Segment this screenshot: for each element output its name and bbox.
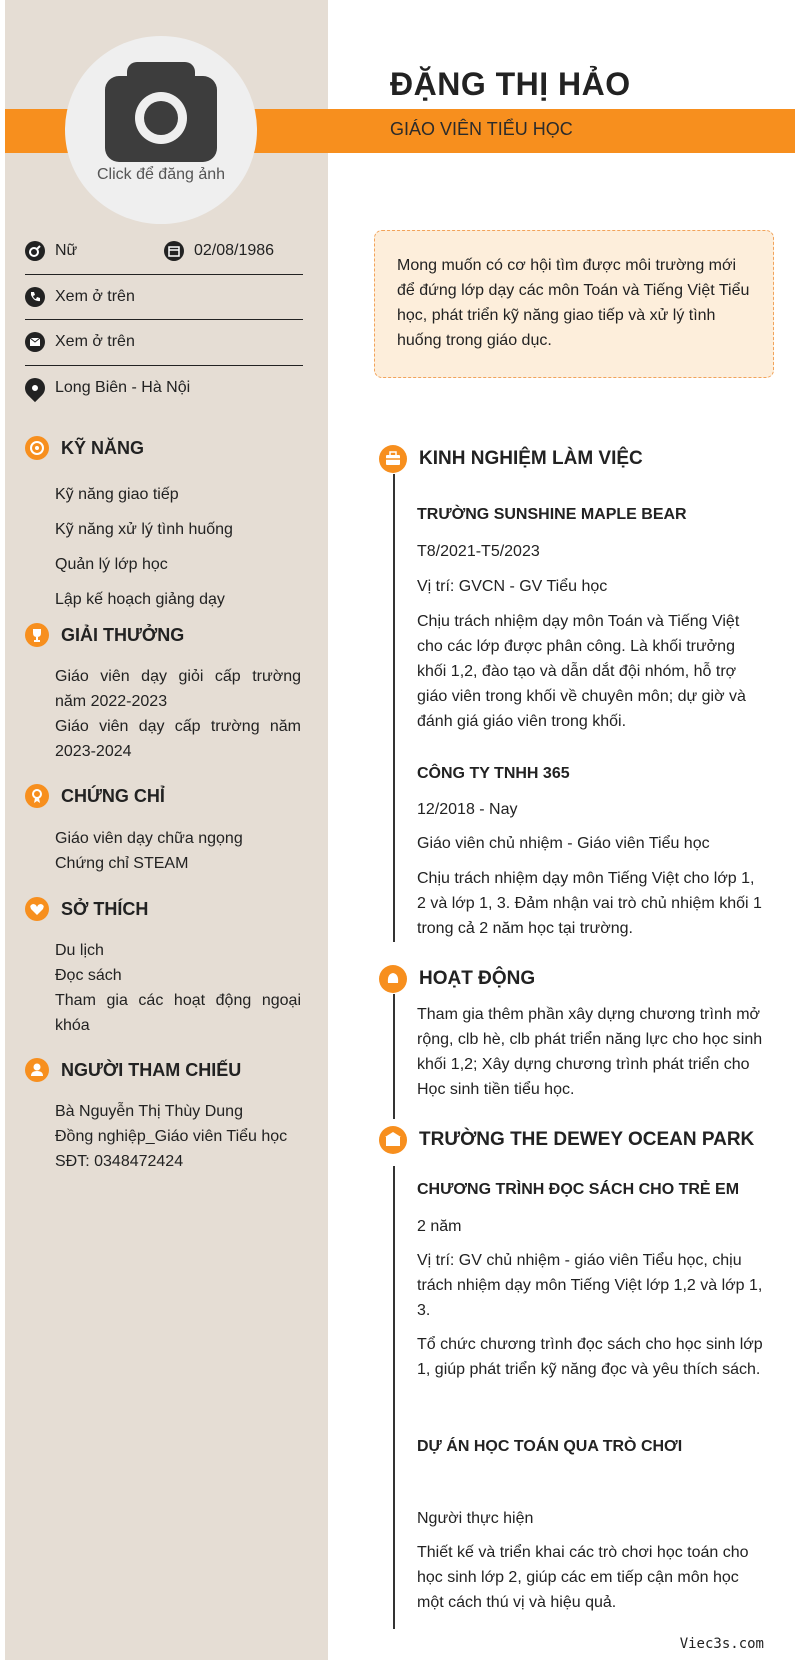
divider <box>25 319 303 320</box>
gender-icon <box>25 241 45 261</box>
awards-list <box>55 664 301 764</box>
phone-value: Xem ở trên <box>55 288 135 305</box>
list-item: Quản lý lớp học <box>55 556 168 573</box>
certificates-list <box>55 826 301 876</box>
references-list <box>55 1099 301 1174</box>
briefcase-icon <box>379 445 407 473</box>
email-icon <box>25 332 45 352</box>
project-period: 2 năm <box>417 1218 462 1235</box>
company-name: CÔNG TY TNHH 365 <box>417 765 570 782</box>
list-item: Bà Nguyễn Thị Thùy Dung <box>55 1103 243 1120</box>
job-description: Chịu trách nhiệm dạy môn Tiếng Việt cho lớp 1, 2 và lớp 1, 3. Đảm nhận vai trò chủ nhiệm khối 1 trong cả 2 năm học tại trường. <box>417 870 762 937</box>
activities-heading-label: HOẠT ĐỘNG <box>419 968 536 989</box>
certificates-heading-label: CHỨNG CHỈ <box>61 785 165 806</box>
dewey-heading-label: TRƯỜNG THE DEWEY OCEAN PARK <box>419 1129 755 1150</box>
calendar-icon <box>164 241 184 261</box>
address-value: Long Biên - Hà Nội <box>55 379 191 396</box>
location-pin-icon <box>21 374 49 402</box>
awards-heading <box>25 623 184 647</box>
certificate-icon <box>25 784 49 808</box>
timeline-line <box>393 474 395 942</box>
list-item: Tham gia các hoạt động ngoại khóa <box>55 992 301 1034</box>
activities-heading <box>379 965 535 993</box>
heart-icon <box>25 897 49 921</box>
school-icon <box>379 1126 407 1154</box>
job-description: Chịu trách nhiệm dạy môn Toán và Tiếng Việt cho các lớp được phân công. Là khối trưởng khối 1,2, đào tạo và dẫn dắt đội nhóm, hỗ trợ giáo viên trong khối về chuyên môn; dự giờ và đánh giá giáo viên trong khối. <box>417 613 746 730</box>
person-icon <box>25 1058 49 1082</box>
project-title: DỰ ÁN HỌC TOÁN QUA TRÒ CHƠI <box>417 1438 683 1455</box>
hobbies-list <box>55 938 301 1038</box>
job-period: T8/2021-T5/2023 <box>417 543 540 560</box>
hobbies-heading <box>25 897 148 921</box>
list-item: Du lịch <box>55 942 104 959</box>
list-item: Giáo viên dạy chữa ngọng <box>55 830 243 847</box>
activity-icon <box>379 965 407 993</box>
avatar-upload[interactable] <box>65 36 257 224</box>
job-position: Giáo viên chủ nhiệm - Giáo viên Tiểu học <box>417 835 710 852</box>
hobbies-heading-label: SỞ THÍCH <box>61 898 149 919</box>
camera-icon <box>105 62 217 162</box>
experience-heading-label: KINH NGHIỆM LÀM VIỆC <box>419 448 643 469</box>
list-item: Kỹ năng xử lý tình huống <box>55 521 233 538</box>
job-title: GIÁO VIÊN TIỂU HỌC <box>390 119 573 139</box>
avatar-caption: Click để đăng ảnh <box>96 166 226 183</box>
skills-list <box>55 477 301 617</box>
project-role: Người thực hiện <box>417 1510 534 1527</box>
dewey-heading <box>379 1126 754 1154</box>
list-item: SĐT: 0348472424 <box>55 1153 184 1170</box>
certificates-heading <box>25 784 165 808</box>
job-period: 12/2018 - Nay <box>417 801 518 818</box>
company-name: TRƯỜNG SUNSHINE MAPLE BEAR <box>417 506 687 523</box>
list-item: Đọc sách <box>55 967 122 984</box>
email-value: Xem ở trên <box>55 333 135 350</box>
project-description: Thiết kế và triển khai các trò chơi học toán cho học sinh lớp 2, giúp các em tiếp cận môn học một cách thú vị và hiệu quả. <box>417 1544 749 1611</box>
project-role: Vị trí: GV chủ nhiệm - giáo viên Tiểu học, chịu trách nhiệm dạy môn Tiếng Việt lớp 1,2 và lớp 1, 3. <box>417 1252 763 1319</box>
list-item: Đồng nghiệp_Giáo viên Tiểu học <box>55 1128 288 1145</box>
project-title: CHƯƠNG TRÌNH ĐỌC SÁCH CHO TRẺ EM <box>417 1181 740 1198</box>
list-item: Kỹ năng giao tiếp <box>55 486 179 503</box>
experience-heading <box>379 445 643 473</box>
trophy-icon <box>25 623 49 647</box>
timeline-line <box>393 1166 395 1629</box>
watermark: Viec3s.com <box>679 1636 764 1652</box>
career-objective: Mong muốn có cơ hội tìm được môi trường mới để đứng lớp dạy các môn Toán và Tiếng Việt Tiểu học, phát triển kỹ năng giao tiếp và xử lý tình huống trong giáo dục. <box>374 230 774 378</box>
birthday-row <box>164 236 274 266</box>
skills-heading-label: KỸ NĂNG <box>61 437 145 458</box>
list-item: Giáo viên dạy cấp trường năm 2023-2024 <box>55 718 301 760</box>
awards-heading-label: GIẢI THƯỞNG <box>61 624 185 645</box>
timeline-line <box>393 994 395 1119</box>
references-heading-label: NGƯỜI THAM CHIẾU <box>61 1059 242 1080</box>
list-item: Lập kế hoạch giảng dạy <box>55 591 225 608</box>
divider <box>25 274 303 275</box>
birthday-value: 02/08/1986 <box>194 242 275 259</box>
list-item: Chứng chỉ STEAM <box>55 855 189 872</box>
phone-icon <box>25 287 45 307</box>
gender-value: Nữ <box>55 242 78 259</box>
activities-text: Tham gia thêm phần xây dựng chương trình mở rộng, clb hè, clb phát triển năng lực cho học sinh khối 1,2; Xây dựng chương trình phát triển cho Học sinh tiền tiểu học. <box>417 1006 763 1098</box>
address-row <box>25 373 190 403</box>
references-heading <box>25 1058 241 1082</box>
divider <box>25 365 303 366</box>
skills-icon <box>25 436 49 460</box>
job-position: Vị trí: GVCN - GV Tiểu học <box>417 578 608 595</box>
project-description: Tổ chức chương trình đọc sách cho học sinh lớp 1, giúp phát triển kỹ năng đọc và yêu thích sách. <box>417 1336 763 1378</box>
skills-heading <box>25 436 144 460</box>
candidate-name: ĐẶNG THỊ HẢO <box>390 66 631 102</box>
phone-row <box>25 282 135 312</box>
gender-row <box>25 236 77 266</box>
email-row <box>25 327 135 357</box>
list-item: Giáo viên dạy giỏi cấp trường năm 2022-2023 <box>55 668 301 710</box>
